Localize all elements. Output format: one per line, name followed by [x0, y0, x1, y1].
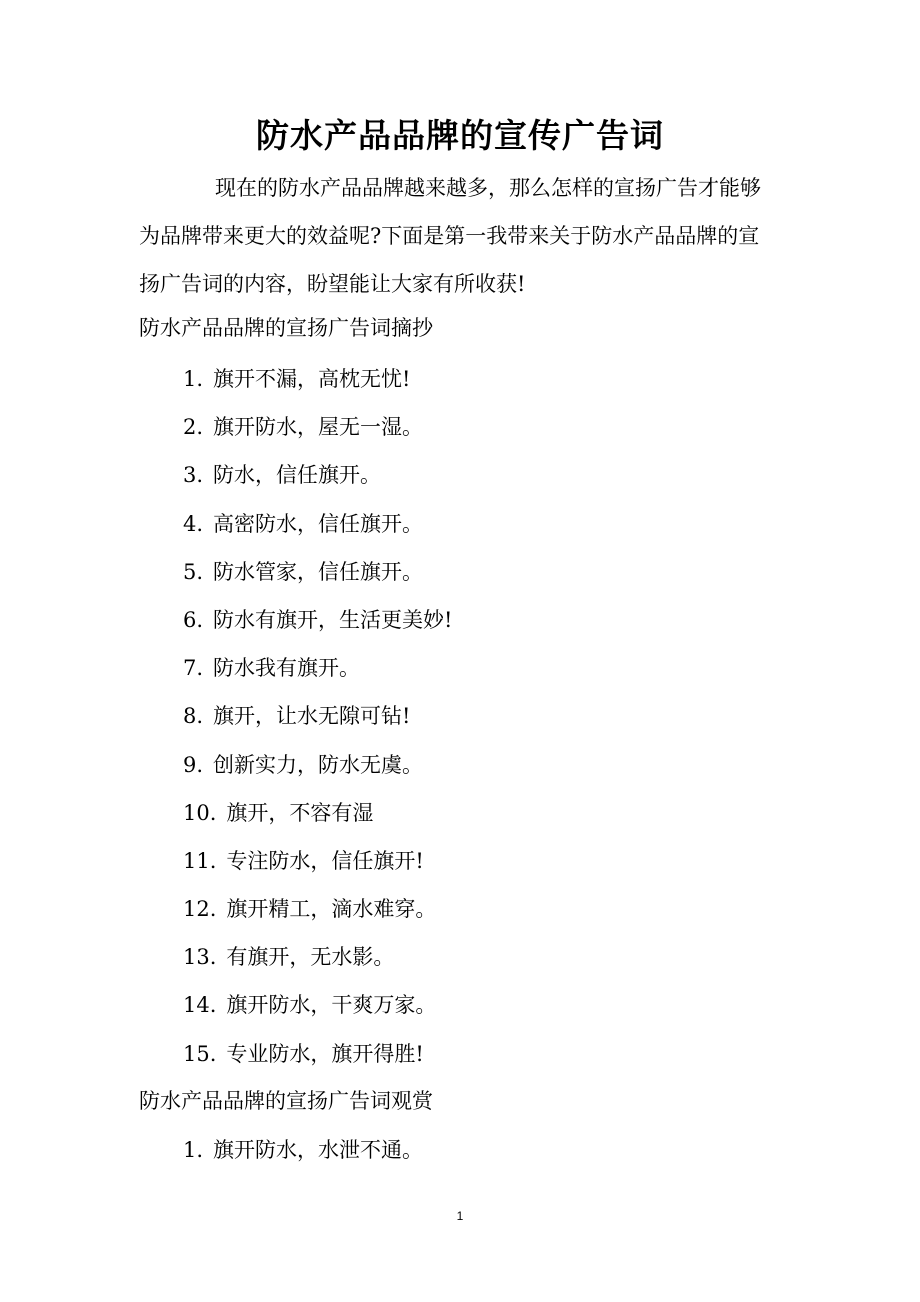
list-item — [183, 943, 453, 991]
item-number: 11. — [183, 848, 217, 873]
item-text: 旗开，不容有湿 — [226, 800, 374, 825]
list-item — [183, 461, 453, 509]
intro-line: 现在的防水产品品牌越来越多，那么怎样的宣扬广告才能够 — [215, 176, 761, 200]
item-number: 14. — [183, 993, 217, 1018]
item-number: 10. — [183, 800, 217, 825]
item-number: 7. — [183, 656, 204, 681]
list-item — [183, 413, 453, 461]
item-text: 防水管家，信任旗开。 — [213, 559, 424, 584]
list-item — [183, 365, 453, 413]
item-number: 9. — [183, 752, 204, 777]
item-number: 13. — [183, 945, 217, 970]
intro-line: 为品牌带来更大的效益呢?下面是第一我带来关于防水产品品牌的宣 — [139, 224, 760, 248]
list-item — [183, 702, 453, 750]
item-number: 6. — [183, 607, 204, 632]
list-item — [183, 510, 453, 558]
document-title: 防水产品品牌的宣传广告词 — [256, 116, 664, 155]
item-text: 旗开防水，水泄不通。 — [213, 1138, 424, 1162]
item-text: 专注防水，信任旗开! — [226, 848, 424, 873]
section-heading-appreciation: 防水产品品牌的宣扬广告词观赏 — [139, 1089, 433, 1113]
list-item — [183, 799, 453, 847]
item-number: 3. — [183, 463, 204, 488]
list-item — [183, 1136, 423, 1184]
page-number: 1 — [456, 1209, 464, 1223]
list-item — [183, 847, 453, 895]
list-item — [183, 895, 453, 943]
list-item — [183, 991, 453, 1039]
item-number: 4. — [183, 511, 204, 536]
list-item — [183, 558, 453, 606]
item-text: 旗开精工，滴水难穿。 — [226, 897, 437, 922]
item-text: 防水我有旗开。 — [213, 656, 361, 681]
item-number: 12. — [183, 897, 217, 922]
section-heading-excerpts: 防水产品品牌的宣扬广告词摘抄 — [139, 316, 433, 340]
item-text: 旗开防水，屋无一湿。 — [213, 415, 424, 440]
item-text: 防水有旗开，生活更美妙! — [213, 607, 453, 632]
item-text: 创新实力，防水无虞。 — [213, 752, 424, 777]
list-item — [183, 1040, 453, 1088]
slogan-list-excerpts — [183, 365, 453, 1088]
item-number: 15. — [183, 1041, 217, 1066]
item-number: 2. — [183, 415, 204, 440]
item-text: 防水，信任旗开。 — [213, 463, 382, 488]
list-item — [183, 654, 453, 702]
item-text: 旗开不漏，高枕无忧! — [213, 367, 411, 391]
item-number: 8. — [183, 704, 204, 729]
intro-line: 扬广告词的内容，盼望能让大家有所收获! — [139, 272, 526, 296]
item-text: 专业防水，旗开得胜! — [226, 1041, 424, 1066]
item-text: 旗开防水，干爽万家。 — [226, 993, 437, 1018]
item-text: 高密防水，信任旗开。 — [213, 511, 424, 536]
item-number: 5. — [183, 559, 204, 584]
item-text: 有旗开，无水影。 — [226, 945, 395, 970]
slogan-list-appreciation — [183, 1136, 423, 1184]
list-item — [183, 606, 453, 654]
item-number: 1. — [183, 367, 204, 391]
item-text: 旗开，让水无隙可钻! — [213, 704, 411, 729]
item-number: 1. — [183, 1138, 204, 1162]
list-item — [183, 751, 453, 799]
intro-paragraph — [139, 164, 789, 308]
